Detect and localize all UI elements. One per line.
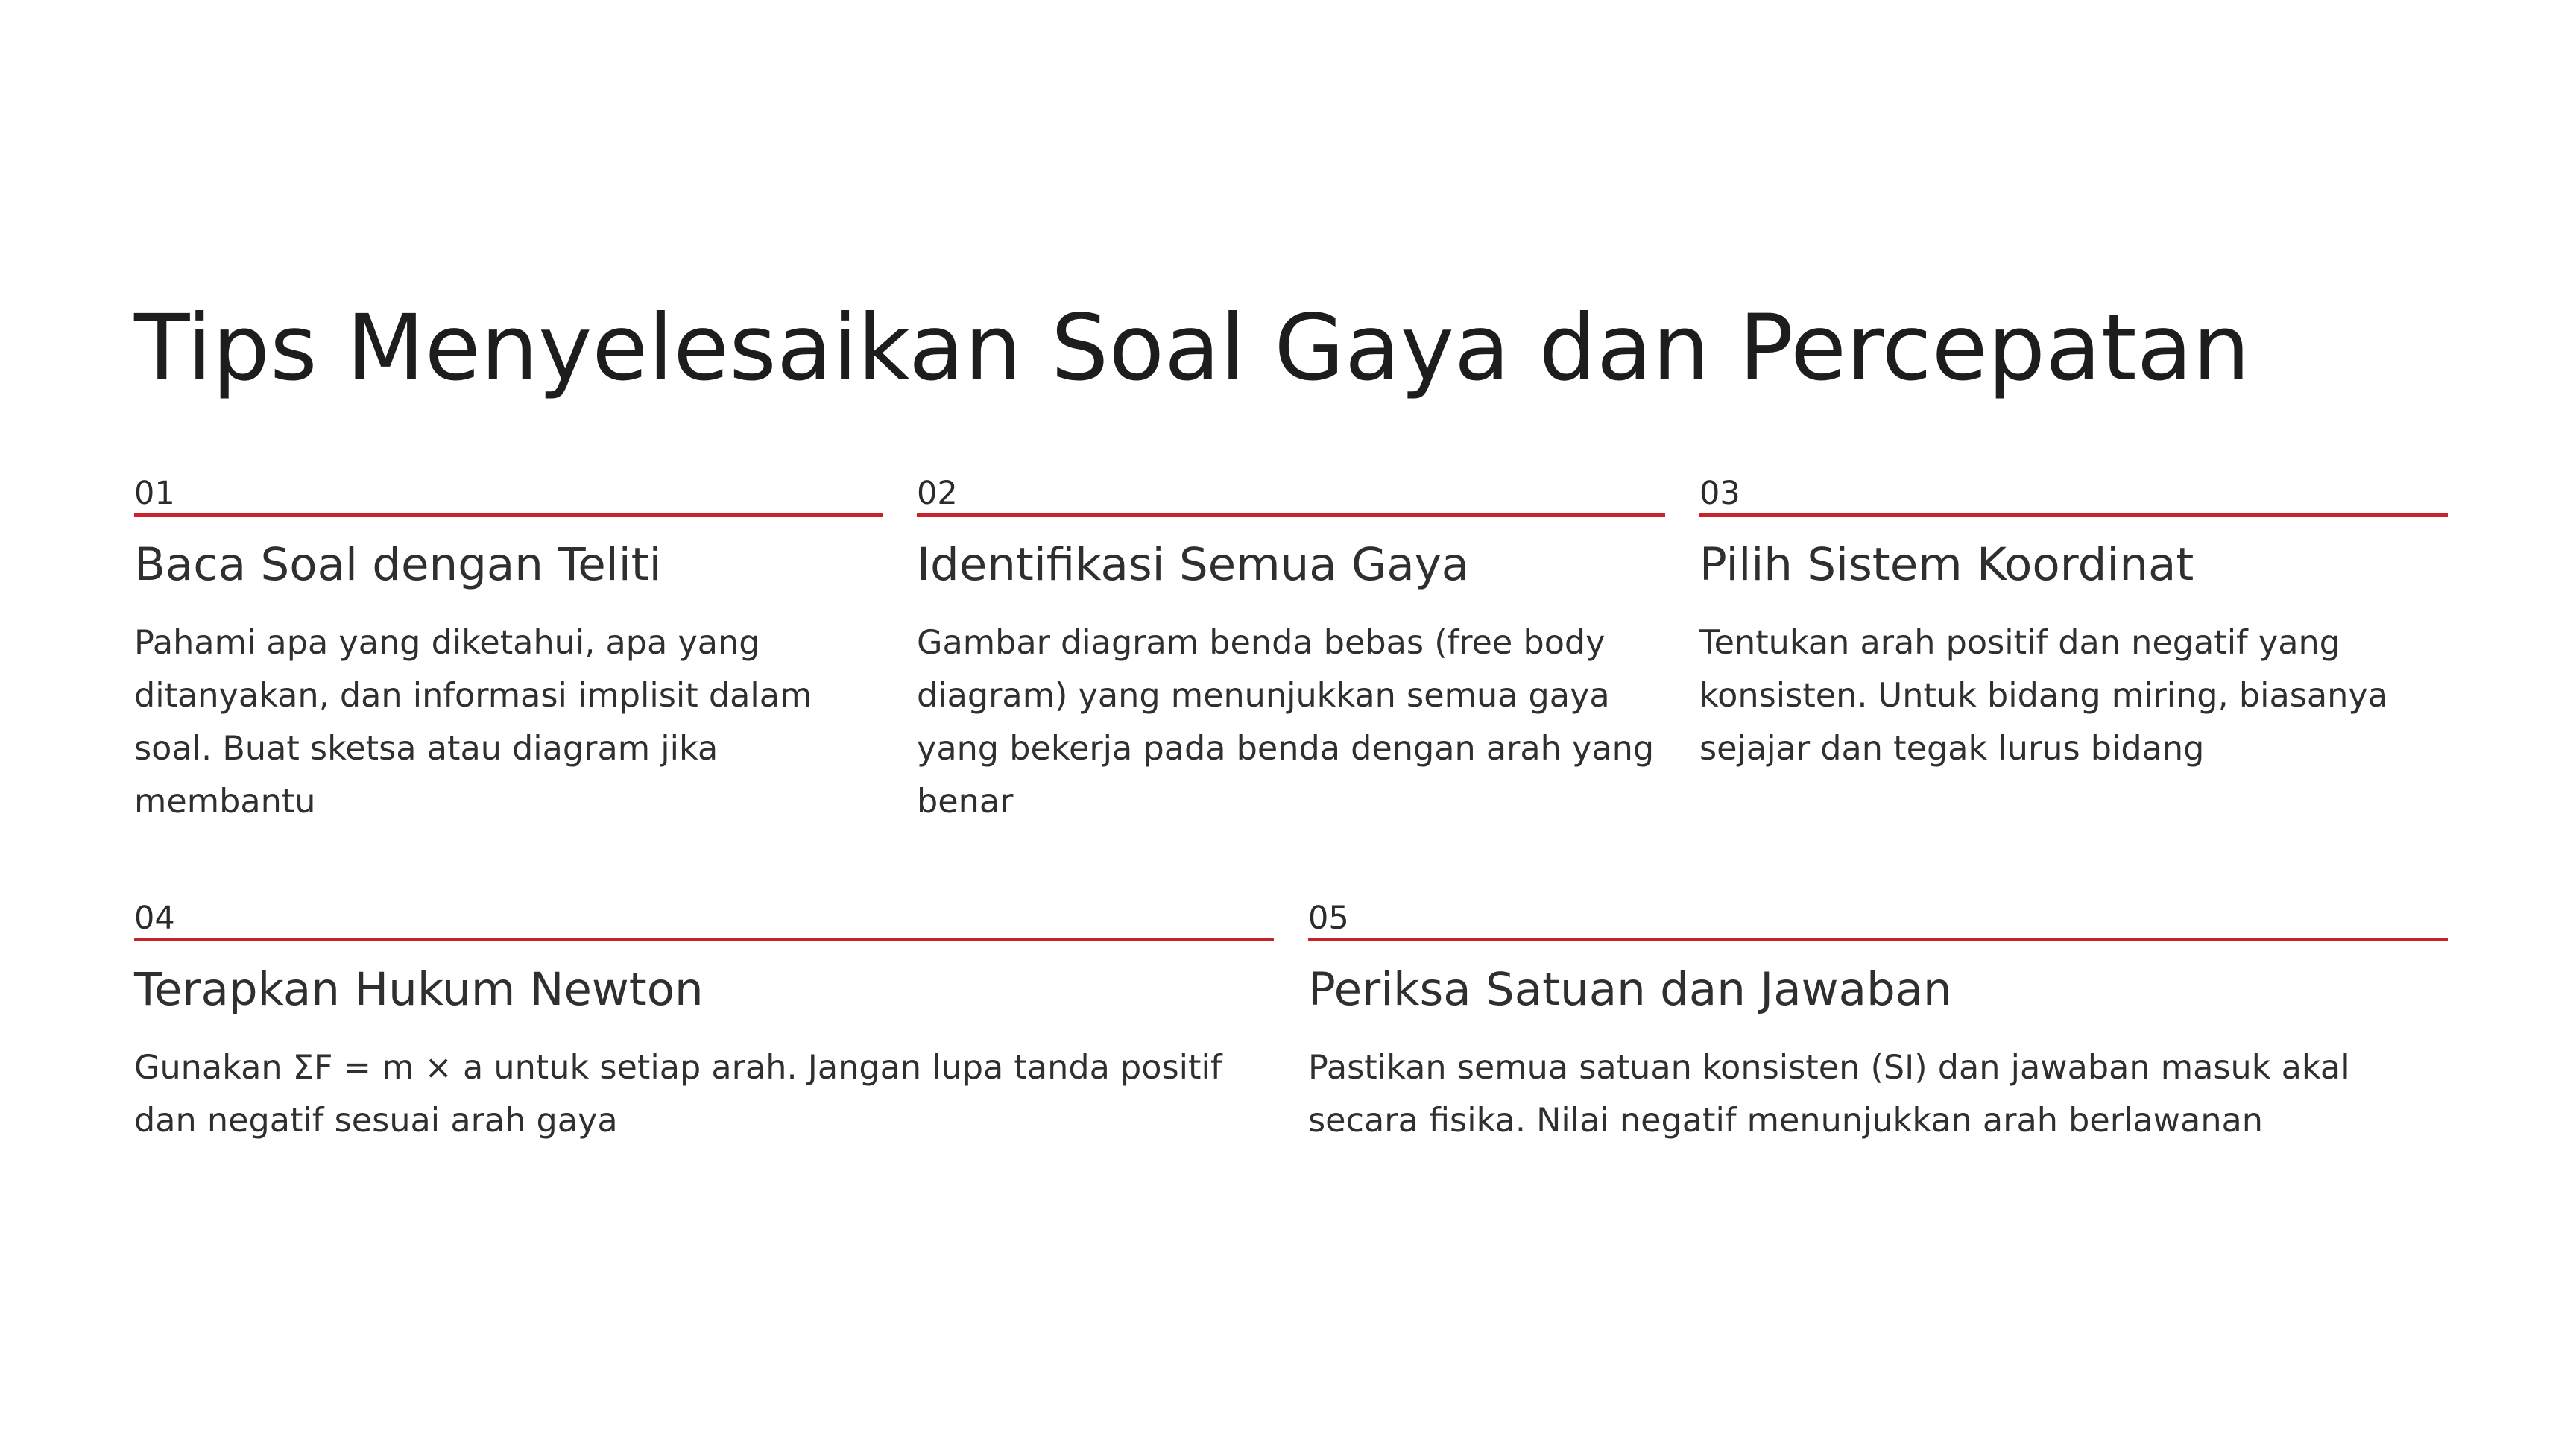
tip-heading: Periksa Satuan dan Jawaban <box>1308 963 1952 1016</box>
tip-heading: Terapkan Hukum Newton <box>134 963 704 1016</box>
tip-heading: Identifikasi Semua Gaya <box>917 538 1470 591</box>
tip-description: Gunakan ΣF = m × a untuk setiap arah. Jangan lupa tanda positif dan negatif sesuai arah gaya <box>134 1049 1222 1140</box>
tip-number: 05 <box>1308 900 1349 937</box>
tip-divider <box>134 938 1274 941</box>
tip-number: 03 <box>1699 475 1740 512</box>
tip-description: Gambar diagram benda bebas (free body diagram) yang menunjukkan semua gaya yang bekerja pada benda dengan arah yang benar <box>917 624 1655 821</box>
tip-description: Pastikan semua satuan konsisten (SI) dan jawaban masuk akal secara fisika. Nilai negatif menunjukkan arah berlawanan <box>1308 1049 2350 1140</box>
tip-divider <box>134 513 883 517</box>
tip-divider <box>1699 513 2448 517</box>
tip-divider <box>917 513 1665 517</box>
tip-card <box>917 474 1665 828</box>
tip-card <box>134 474 883 828</box>
tip-number: 04 <box>134 900 175 937</box>
tip-divider <box>1308 938 2448 941</box>
tip-description: Tentukan arah positif dan negatif yang konsisten. Untuk bidang miring, biasanya sejajar dan tegak lurus bidang <box>1699 624 2388 768</box>
tip-description: Pahami apa yang diketahui, apa yang ditanyakan, dan informasi implisit dalam soal. Buat sketsa atau diagram jika membantu <box>134 624 812 821</box>
tip-card <box>134 899 1274 1147</box>
tip-heading: Pilih Sistem Koordinat <box>1699 538 2194 591</box>
tip-heading: Baca Soal dengan Teliti <box>134 538 662 591</box>
tip-card <box>1699 474 2448 775</box>
slide-title: Tips Menyelesaikan Soal Gaya dan Percepatan <box>134 295 2250 401</box>
tip-card <box>1308 899 2448 1147</box>
tip-number: 02 <box>917 475 958 512</box>
tip-number: 01 <box>134 475 175 512</box>
